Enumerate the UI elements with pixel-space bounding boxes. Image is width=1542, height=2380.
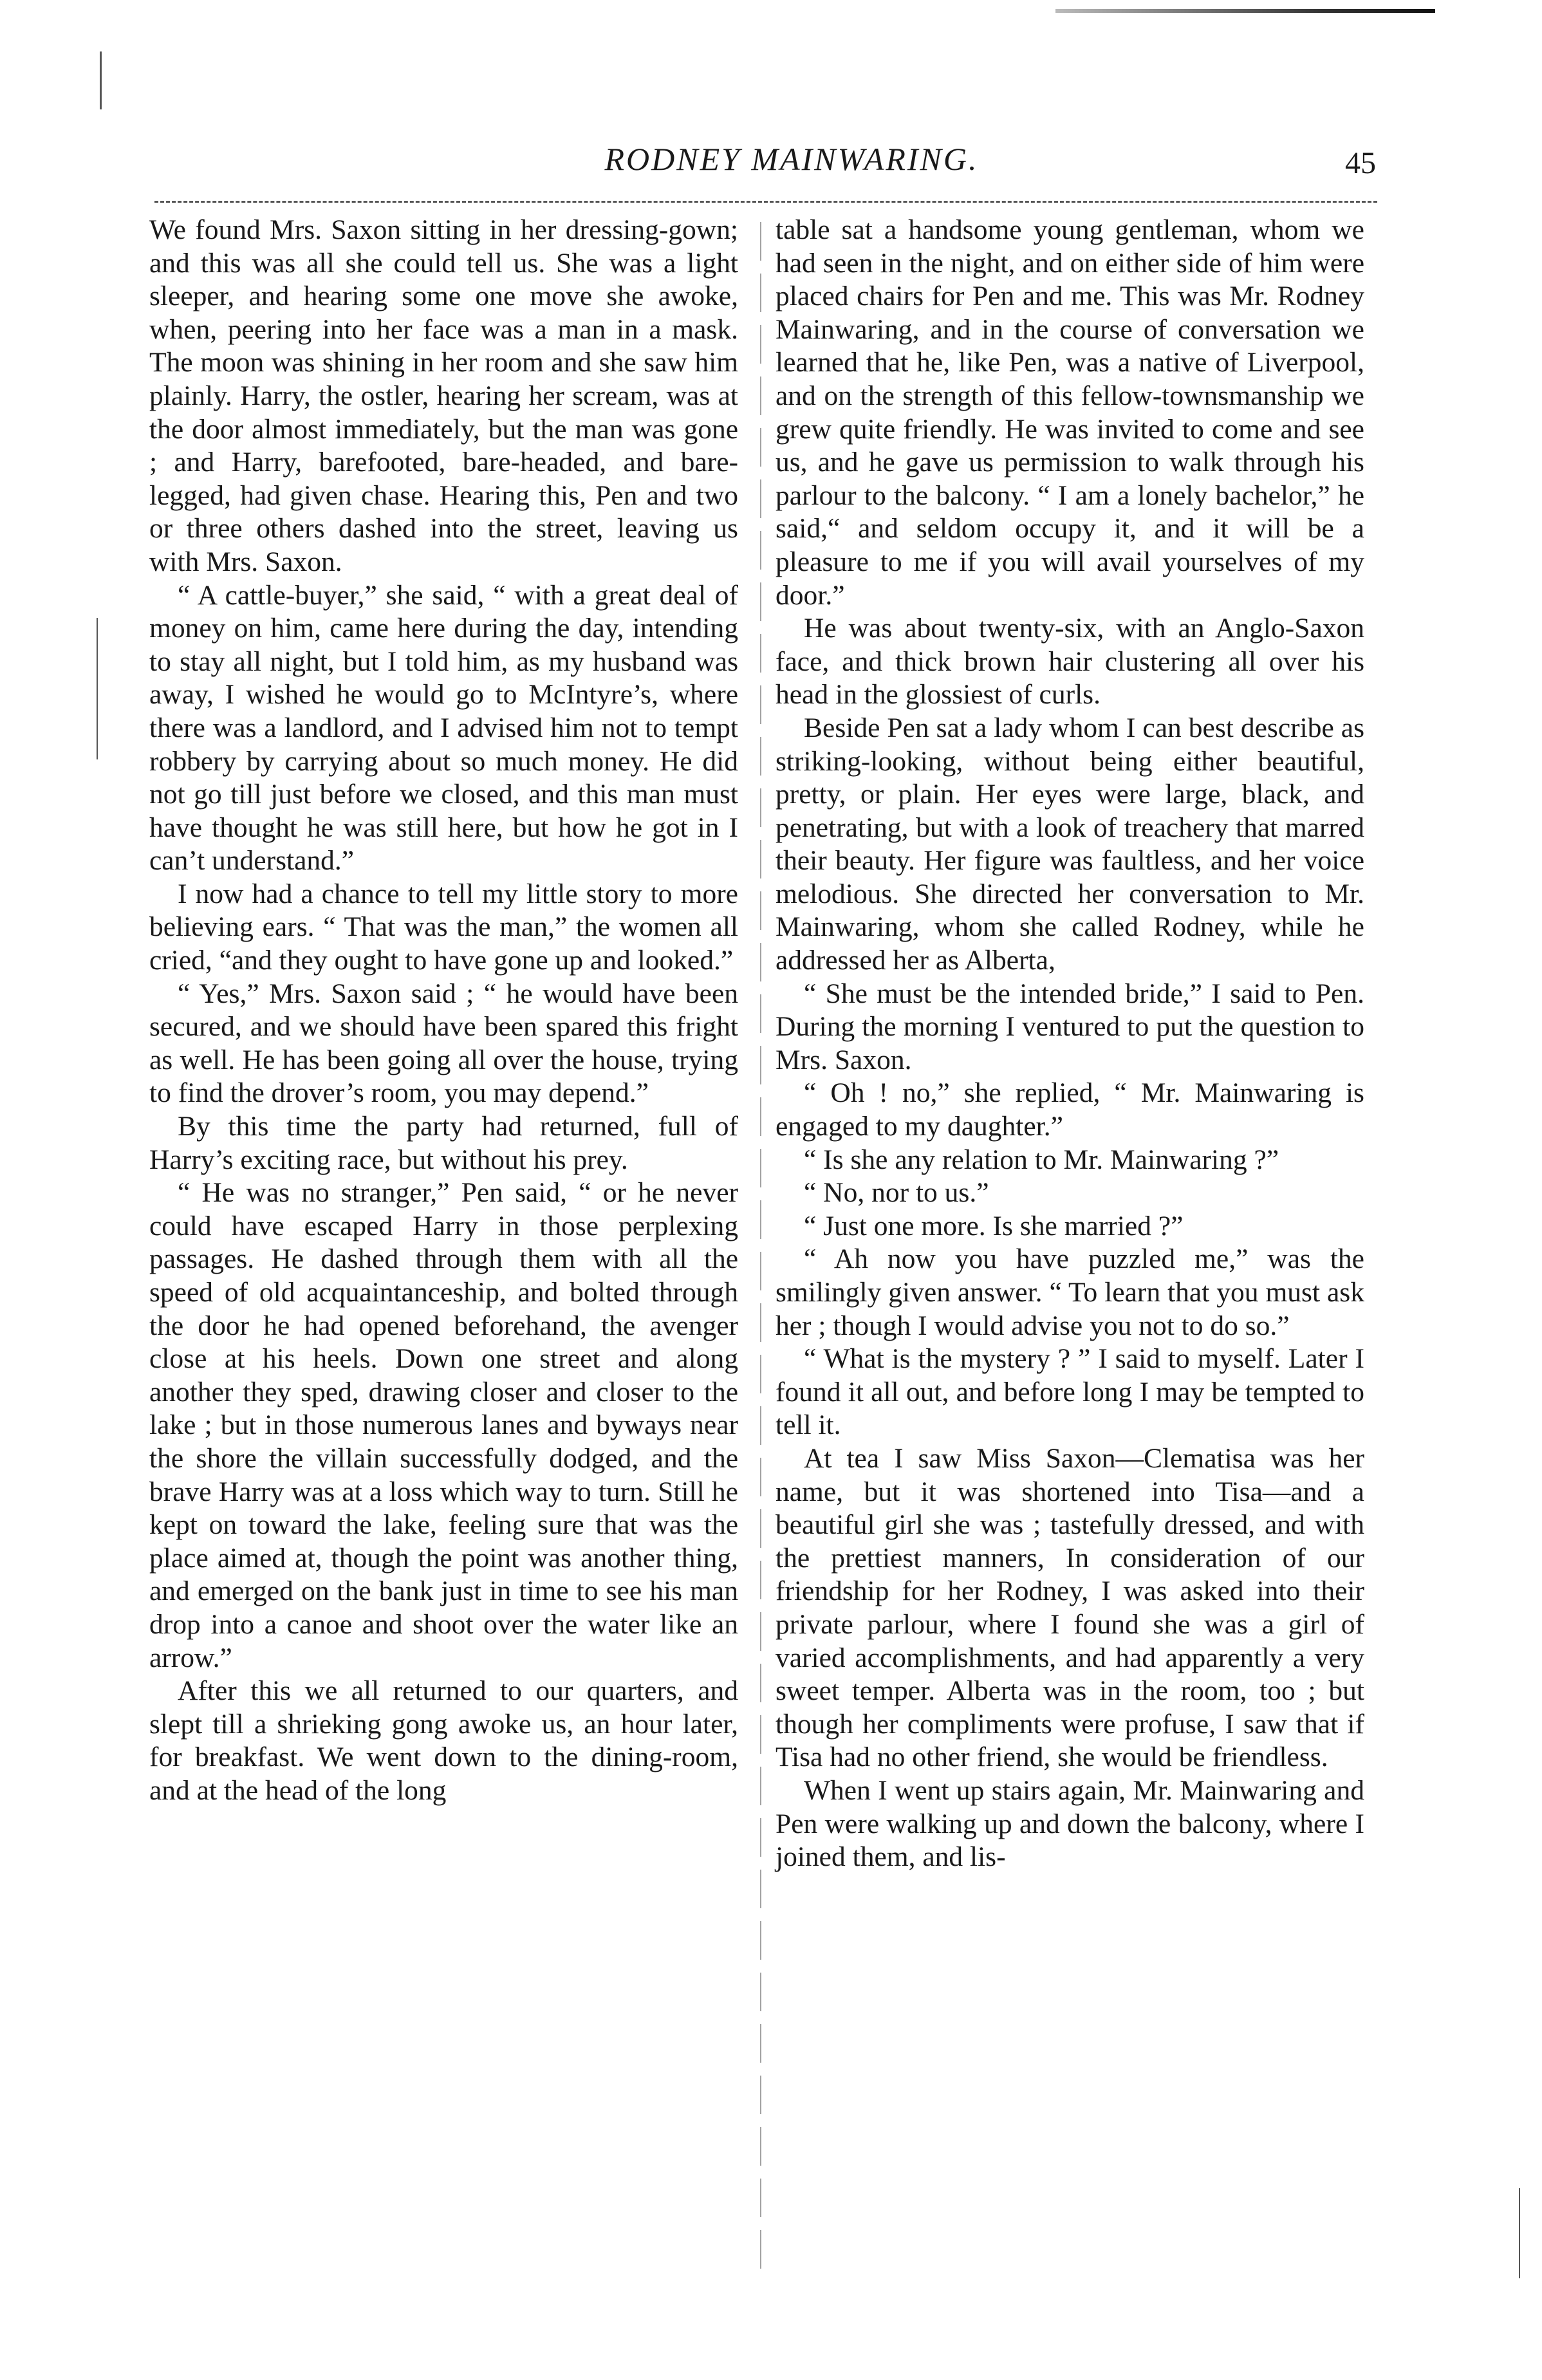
paragraph: “ Ah now you have puzzled me,” was the smilingly given answer. “ To learn that you must ask her ; though I would advise you not to do so.” [776, 1243, 1364, 1341]
margin-mark-top [100, 51, 102, 109]
paragraph: He was about twenty-six, with an Anglo-Saxon face, and thick brown hair clustering all over his head in the glossiest of curls. [776, 613, 1364, 711]
margin-mark-bottom [1519, 2188, 1520, 2278]
paragraph: I now had a chance to tell my little story to more believing ears. “ That was the man,” the women all cried, “and they ought to have gone up and looked.” [149, 878, 738, 976]
paragraph: After this we all returned to our quarters, and slept till a shrieking gong awoke us, an hour later, for breakfast. We went down to the dining-room, and at the head of the long [149, 1675, 738, 1806]
margin-mark-mid [97, 618, 98, 759]
right-column [776, 214, 1364, 1874]
paragraph: table sat a handsome young gentleman, whom we had seen in the night, and on either side of him were placed chairs for Pen and me. This was Mr. Rodney Mainwaring, and in the course of conversation we learned that he, like Pen, was a native of Liverpool, and on the strength of this fellow-townsmanship we grew quite friendly. He was invited to come and see us, and he gave us permission to walk through his parlour to the balcony. “ I am a lonely bachelor,” he said,“ and seldom occupy it, and it will be a pleasure to me if you will avail yourselves of my door.” [776, 214, 1364, 611]
paragraph: “ He was no stranger,” Pen said, “ or he never could have escaped Harry in those perplexing passages. He dashed through them with all the speed of old acquaintanceship, and bolted through the door he had opened beforehand, the avenger close at his heels. Down one street and along another they sped, drawing closer and closer to the lake ; but in those numerous lanes and byways near the shore the villain successfully dodged, and the brave Harry was at a loss which way to turn. Still he kept on toward the lake, feeling sure that was the place aimed at, though the point was another thing, and emerged on the bank just in time to see his man drop into a canoe and shoot over the water like an arrow.” [149, 1177, 738, 1673]
paragraph: “ A cattle-buyer,” she said, “ with a great deal of money on him, came here during the day, intending to stay all night, but I told him, as my husband was away, I wished he would go to McIntyre’s, where there was a landlord, and I advised him not to tempt robbery by carrying about so much money. He did not go till just before we closed, and this man must have thought he was still here, but how he got in I can’t understand.” [149, 579, 738, 877]
paragraph: We found Mrs. Saxon sitting in her dressing-gown; and this was all she could tell us. She was a light sleeper, and hearing some one move she awoke, when, peering into her face was a man in a mask. The moon was shining in her room and she saw him plainly. Harry, the ostler, hearing her scream, was at the door almost immediately, but the man was gone ; and Harry, barefooted, bare-headed, and bare-legged, had given chase. Hearing this, Pen and two or three others dashed into the street, leaving us with Mrs. Saxon. [149, 214, 738, 577]
page-number: 45 [1345, 146, 1376, 180]
paragraph: “ Just one more. Is she married ?” [804, 1210, 1184, 1241]
paragraph: By this time the party had returned, full of Harry’s exciting race, but without his prey. [149, 1111, 738, 1175]
paragraph: “ No, nor to us.” [804, 1177, 989, 1209]
running-head: RODNEY MAINWARING. [604, 141, 979, 177]
header-rule [154, 201, 1377, 203]
top-edge-rule [1055, 9, 1435, 13]
paragraph: “ Is she any relation to Mr. Mainwaring ?” [804, 1144, 1279, 1175]
paragraph: Beside Pen sat a lady whom I can best describe as striking-looking, without being either beautiful, pretty, or plain. Her eyes were large, black, and penetrating, but with a look of treachery that marred their beauty. Her figure was faultless, and her voice melodious. She directed her conversation to Mr. Mainwaring, whom she called Rodney, while he addressed her as Alberta, [776, 712, 1364, 976]
paragraph: “ What is the mystery ? ” I said to myself. Later I found it all out, and before long I may be tempted to tell it. [776, 1343, 1364, 1441]
paragraph: “ Oh ! no,” she replied, “ Mr. Mainwaring is engaged to my daughter.” [776, 1077, 1364, 1142]
paragraph: At tea I saw Miss Saxon—Clematisa was her name, but it was shortened into Tisa—and a beautiful girl she was ; tastefully dressed, and with the prettiest manners, In consideration of our friendship for her Rodney, I was asked into their private parlour, where I found she was a girl of varied accomplishments, and had apparently a very sweet temper. Alberta was in the room, too ; but though her compliments were profuse, I saw that if Tisa had no other friend, she would be friendless. [776, 1442, 1364, 1773]
column-divider [760, 222, 761, 2269]
paragraph: “ Yes,” Mrs. Saxon said ; “ he would have been secured, and we should have been spared this fright as well. He has been going all over the house, trying to find the drover’s room, you may depend.” [149, 978, 738, 1109]
left-column [149, 214, 738, 1808]
paragraph: “ She must be the intended bride,” I said to Pen. During the morning I ventured to put the question to Mrs. Saxon. [776, 978, 1364, 1075]
paragraph: When I went up stairs again, Mr. Mainwaring and Pen were walking up and down the balcony, where I joined them, and lis- [776, 1774, 1364, 1873]
